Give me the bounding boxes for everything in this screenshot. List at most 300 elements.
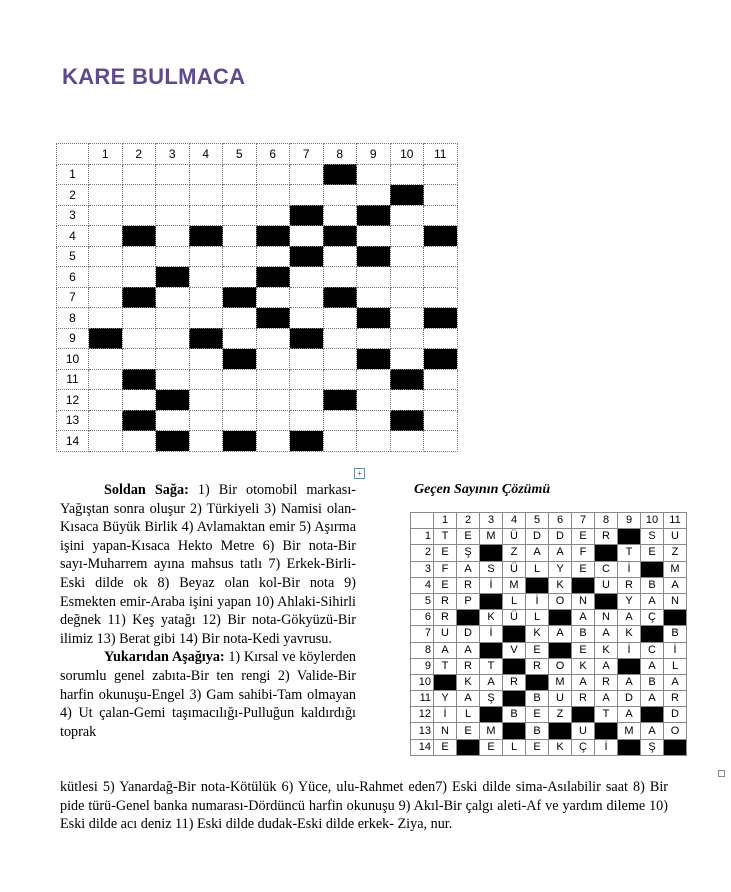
grid-cell[interactable] [256,390,290,411]
grid-cell[interactable] [256,369,290,390]
black-cell [424,349,458,370]
grid-cell[interactable] [357,328,391,349]
row-header: 13 [57,410,89,431]
solution-cell: B [641,674,664,690]
clues-continued [60,778,668,834]
solution-cell: O [664,723,687,739]
grid-cell[interactable] [390,390,424,411]
grid-cell[interactable] [223,410,257,431]
grid-cell[interactable] [89,267,123,288]
solution-column-header: 1 [434,513,457,529]
grid-cell[interactable] [122,308,156,329]
solution-cell: T [480,658,503,674]
grid-cell[interactable] [89,287,123,308]
grid-cell[interactable] [357,431,391,452]
grid-cell[interactable] [357,390,391,411]
grid-cell[interactable] [390,226,424,247]
solution-cell: U [572,723,595,739]
grid-cell[interactable] [189,287,223,308]
grid-cell[interactable] [323,308,357,329]
solution-cell: U [434,626,457,642]
solution-cell: U [549,691,572,707]
grid-cell[interactable] [290,410,324,431]
solution-row-header: 9 [411,658,434,674]
solution-black-cell [549,642,572,658]
grid-cell[interactable] [290,349,324,370]
solution-row [411,561,687,577]
across-text: 1) Bir otomobil markası-Yağıştan sonra oluşur 2) Türkiyeli 3) Namisi olan-Kısaca Büyük Birlik 4) Avlamaktan emir 5) Aşırma işini yapan-Kısaca Hekto Metre 6) Bir nota-Bir sayı-Muharrem ayına mahsus tatlı 7) Erkek-Birli-Eski dilde ok 8) Beyaz olan kol-Bir nota 9) Esmekten emir-Araba işini yapan 10) Ahlaki-Sihirli değnek 11) Keş yatağı 12) Bir nota-Gökyüzü-Bir ilimiz 13) Berat gibi 14) Bir nota-Kedi yavrusu. [60,482,356,647]
solution-cell: B [526,691,549,707]
grid-cell[interactable] [290,287,324,308]
solution-row [411,626,687,642]
down-heading: Yukarıdan Aşağıya: [104,649,225,666]
row-header: 9 [57,328,89,349]
grid-cell[interactable] [390,164,424,185]
grid-cell[interactable] [424,205,458,226]
grid-cell[interactable] [223,390,257,411]
grid-cell[interactable] [89,369,123,390]
grid-cell[interactable] [424,287,458,308]
solution-column-header: 7 [572,513,595,529]
grid-cell[interactable] [189,390,223,411]
solution-black-cell [572,707,595,723]
solution-cell: İ [480,626,503,642]
down-clues-continued: kütlesi 5) Yanardağ-Bir nota-Kötülük 6) Yüce, ulu-Rahmet eden7) Eski dilde sima-Asılabilir saat 8) Bir pide türü-Genel banka numarası-Dördüncü harfin okunuşu 9) Akıl-Bir çalgı aleti-Af ve yardım dileme 10) Eski dilde acı deniz 11) Eski dilde dudak-Eski dilde erkek- Ziya, nur. [60,779,668,833]
grid-cell[interactable] [189,205,223,226]
solution-cell: E [457,529,480,545]
grid-cell[interactable] [424,246,458,267]
grid-row [57,369,458,390]
grid-cell[interactable] [89,164,123,185]
grid-cell[interactable] [189,164,223,185]
solution-cell: Ç [641,610,664,626]
black-cell [424,308,458,329]
solution-cell: Y [618,593,641,609]
row-header: 14 [57,431,89,452]
solution-column-header: 11 [664,513,687,529]
solution-cell: R [503,674,526,690]
solution-cell: T [618,545,641,561]
solution-row-header: 8 [411,642,434,658]
solution-cell: B [526,723,549,739]
down-text-a: 1) Kırsal ve köylerden sorumlu genel zabıta-Bir ten rengi 2) Valide-Bir harfin okunuşu-Engel 3) Gam sahibi-Tam olmayan 4) Ut çalan-Gemi taşımacılığı-Pulluğun kaldırdığı toprak [60,649,356,740]
grid-cell[interactable] [290,185,324,206]
black-cell [122,369,156,390]
grid-cell[interactable] [357,164,391,185]
grid-cell[interactable] [122,164,156,185]
solution-cell: N [664,593,687,609]
solution-cell: M [664,561,687,577]
solution-black-cell [549,610,572,626]
grid-cell[interactable] [89,410,123,431]
row-header: 10 [57,349,89,370]
column-header: 2 [122,144,156,165]
solution-cell: A [641,691,664,707]
grid-cell[interactable] [223,185,257,206]
solution-cell: Ü [503,529,526,545]
grid-cell[interactable] [323,246,357,267]
black-cell [189,226,223,247]
solution-cell: K [457,674,480,690]
row-header: 11 [57,369,89,390]
black-cell [156,390,190,411]
solution-black-cell [526,674,549,690]
solution-cell: B [664,626,687,642]
solution-cell: A [641,658,664,674]
grid-cell[interactable] [256,246,290,267]
grid-cell[interactable] [390,267,424,288]
grid-cell[interactable] [122,328,156,349]
grid-cell[interactable] [189,308,223,329]
solution-cell: Y [549,561,572,577]
column-header: 8 [323,144,357,165]
solution-cell: K [480,610,503,626]
grid-row [57,308,458,329]
grid-cell[interactable] [390,308,424,329]
grid-cell[interactable] [89,246,123,267]
grid-cell[interactable] [156,246,190,267]
solution-cell: E [572,561,595,577]
solution-cell: M [480,529,503,545]
grid-cell[interactable] [122,390,156,411]
grid-cell[interactable] [122,205,156,226]
grid-cell[interactable] [223,205,257,226]
solution-cell: R [595,674,618,690]
grid-cell[interactable] [122,349,156,370]
grid-row [57,226,458,247]
solution-black-cell [618,739,641,755]
row-header: 7 [57,287,89,308]
solution-cell: M [503,577,526,593]
solution-cell: Z [549,707,572,723]
solution-cell: L [503,593,526,609]
solution-cell: L [526,610,549,626]
solution-cell: İ [664,642,687,658]
grid-cell[interactable] [323,267,357,288]
solution-cell: R [434,610,457,626]
solution-cell: İ [618,642,641,658]
black-cell [223,349,257,370]
solution-cell: C [595,561,618,577]
grid-cell[interactable] [424,369,458,390]
solution-black-cell [641,707,664,723]
grid-cell[interactable] [223,226,257,247]
solution-cell: F [572,545,595,561]
row-header: 8 [57,308,89,329]
solution-cell: K [618,626,641,642]
grid-cell[interactable] [357,410,391,431]
solution-row [411,545,687,561]
solution-cell: E [434,545,457,561]
grid-cell[interactable] [357,267,391,288]
page-title: KARE BULMACA [62,64,246,89]
solution-row [411,674,687,690]
solution-cell: Ş [457,545,480,561]
solution-cell: A [457,561,480,577]
grid-cell[interactable] [390,328,424,349]
solution-cell: U [664,529,687,545]
solution-cell: N [434,723,457,739]
solution-cell: A [457,642,480,658]
solution-cell: E [526,642,549,658]
grid-cell[interactable] [189,410,223,431]
solution-column-header: 4 [503,513,526,529]
grid-cell[interactable] [256,410,290,431]
grid-cell[interactable] [223,267,257,288]
black-cell [223,287,257,308]
solution-title: Geçen Sayının Çözümü [414,482,551,497]
solution-column-header: 3 [480,513,503,529]
black-cell [323,287,357,308]
grid-cell[interactable] [156,205,190,226]
black-cell [290,431,324,452]
grid-cell[interactable] [323,349,357,370]
grid-cell[interactable] [424,164,458,185]
solution-black-cell [457,739,480,755]
grid-cell[interactable] [122,246,156,267]
solution-cell: D [526,529,549,545]
solution-row [411,723,687,739]
solution-row [411,658,687,674]
grid-cell[interactable] [256,185,290,206]
black-cell [323,164,357,185]
grid-cell[interactable] [290,369,324,390]
solution-black-cell [480,593,503,609]
grid-cell[interactable] [357,369,391,390]
grid-cell[interactable] [156,185,190,206]
solution-cell: M [549,674,572,690]
grid-cell[interactable] [156,308,190,329]
solution-row-header: 7 [411,626,434,642]
black-cell [223,431,257,452]
row-header: 3 [57,205,89,226]
black-cell [256,226,290,247]
solution-cell: A [595,691,618,707]
solution-row-header: 4 [411,577,434,593]
solution-cell: A [664,674,687,690]
black-cell [122,410,156,431]
grid-row [57,185,458,206]
grid-cell[interactable] [122,431,156,452]
grid-cell[interactable] [223,164,257,185]
solution-cell: D [549,529,572,545]
row-header: 5 [57,246,89,267]
solution-cell: A [457,691,480,707]
grid-cell[interactable] [156,328,190,349]
solution-black-cell [503,658,526,674]
solution-cell: R [595,529,618,545]
crossword-grid[interactable] [56,143,458,452]
solution-cell: A [549,626,572,642]
black-cell [323,226,357,247]
grid-cell[interactable] [390,287,424,308]
row-header: 12 [57,390,89,411]
grid-cell[interactable] [156,410,190,431]
across-clues [60,481,356,648]
grid-cell[interactable] [223,369,257,390]
grid-cell[interactable] [290,226,324,247]
solution-cell: L [664,658,687,674]
solution-cell: K [572,658,595,674]
solution-cell: A [480,674,503,690]
grid-cell[interactable] [290,267,324,288]
solution-cell: A [526,545,549,561]
solution-cell: R [457,577,480,593]
grid-cell[interactable] [189,349,223,370]
solution-cell: S [641,529,664,545]
grid-cell[interactable] [323,369,357,390]
solution-cell: A [618,674,641,690]
grid-cell[interactable] [290,308,324,329]
solution-cell: B [503,707,526,723]
solution-cell: K [549,577,572,593]
solution-cell: F [434,561,457,577]
solution-cell: Ç [572,739,595,755]
black-cell [256,267,290,288]
black-cell [189,328,223,349]
grid-row [57,246,458,267]
solution-cell: İ [618,561,641,577]
solution-cell: A [618,707,641,723]
grid-cell[interactable] [89,185,123,206]
solution-cell: A [572,674,595,690]
grid-cell[interactable] [189,369,223,390]
solution-column-header: 10 [641,513,664,529]
grid-cell[interactable] [156,164,190,185]
solution-cell: A [641,723,664,739]
grid-cell[interactable] [256,287,290,308]
grid-cell[interactable] [390,349,424,370]
grid-cell[interactable] [256,164,290,185]
grid-cell[interactable] [290,164,324,185]
grid-cell[interactable] [189,246,223,267]
solution-cell: Z [503,545,526,561]
grid-cell[interactable] [424,390,458,411]
grid-cell[interactable] [323,431,357,452]
solution-black-cell [480,642,503,658]
grid-cell[interactable] [189,431,223,452]
grid-cell[interactable] [223,328,257,349]
grid-cell[interactable] [424,410,458,431]
solution-row-header: 12 [411,707,434,723]
grid-cell[interactable] [156,226,190,247]
grid-cell[interactable] [223,308,257,329]
grid-cell[interactable] [424,328,458,349]
grid-cell[interactable] [256,205,290,226]
grid-cell[interactable] [256,328,290,349]
grid-cell[interactable] [89,226,123,247]
solution-cell: B [641,577,664,593]
row-header: 1 [57,164,89,185]
black-cell [290,328,324,349]
solution-cell: R [664,691,687,707]
solution-cell: T [434,529,457,545]
solution-cell: P [457,593,480,609]
column-header: 5 [223,144,257,165]
grid-row [57,328,458,349]
solution-black-cell [618,529,641,545]
solution-cell: İ [526,593,549,609]
solution-cell: A [641,593,664,609]
column-header: 11 [424,144,458,165]
grid-cell[interactable] [424,185,458,206]
solution-cell: Ş [480,691,503,707]
column-header: 4 [189,144,223,165]
column-header: 7 [290,144,324,165]
grid-cell[interactable] [89,308,123,329]
grid-cell[interactable] [156,349,190,370]
grid-cell[interactable] [89,349,123,370]
grid-cell[interactable] [357,226,391,247]
grid-cell[interactable] [357,287,391,308]
grid-cell[interactable] [290,390,324,411]
solution-cell: R [572,691,595,707]
grid-row [57,164,458,185]
solution-column-header: 5 [526,513,549,529]
black-cell [156,431,190,452]
grid-cell[interactable] [89,205,123,226]
column-header: 3 [156,144,190,165]
grid-cell[interactable] [424,431,458,452]
grid-cell[interactable] [89,390,123,411]
grid-cell[interactable] [323,328,357,349]
grid-cell[interactable] [323,205,357,226]
solution-cell: T [434,658,457,674]
solution-black-cell [664,739,687,755]
grid-row [57,349,458,370]
solution-cell: Z [664,545,687,561]
column-header: 1 [89,144,123,165]
black-cell [390,369,424,390]
solution-cell: A [434,642,457,658]
grid-cell[interactable] [189,267,223,288]
grid-cell[interactable] [256,349,290,370]
grid-cell[interactable] [256,431,290,452]
solution-cell: B [572,626,595,642]
solution-cell: R [526,658,549,674]
grid-cell[interactable] [323,410,357,431]
table-move-handle-icon[interactable]: + [354,468,365,479]
solution-row [411,707,687,723]
grid-cell[interactable] [390,246,424,267]
grid-cell[interactable] [323,185,357,206]
grid-cell[interactable] [390,205,424,226]
grid-cell[interactable] [122,267,156,288]
grid-cell[interactable] [89,431,123,452]
solution-cell: Ş [641,739,664,755]
grid-cell[interactable] [357,185,391,206]
grid-row [57,390,458,411]
solution-cell: İ [480,577,503,593]
across-heading: Soldan Sağa: [104,482,189,498]
solution-row-header: 3 [411,561,434,577]
black-cell [357,205,391,226]
solution-cell: A [595,626,618,642]
grid-cell[interactable] [189,185,223,206]
grid-cell[interactable] [156,287,190,308]
grid-cell[interactable] [156,369,190,390]
solution-black-cell [595,545,618,561]
grid-cell[interactable] [424,267,458,288]
solution-black-cell [595,593,618,609]
grid-cell[interactable] [223,246,257,267]
solution-row [411,577,687,593]
solution-cell: A [664,577,687,593]
grid-cell[interactable] [390,431,424,452]
grid-row [57,431,458,452]
grid-cell[interactable] [122,185,156,206]
solution-cell: Ü [503,610,526,626]
